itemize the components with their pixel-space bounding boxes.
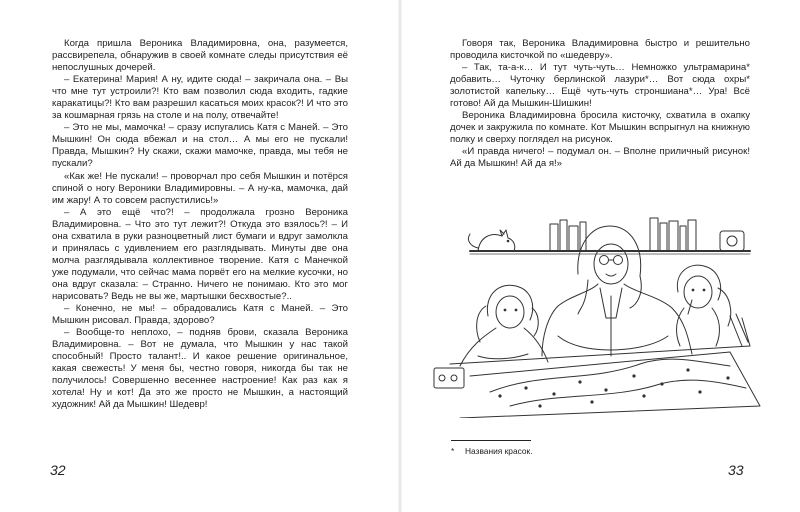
paw-prints-drawing (498, 368, 729, 407)
girl-right-drawing (677, 265, 750, 346)
paragraph: Говоря так, Вероника Владимировна быстро и решительно проводила кисточкой по «шедевру». (450, 38, 750, 62)
girl-left-drawing (460, 285, 548, 366)
right-page-text (450, 38, 750, 171)
paragraph: «Как же! Не пускали! – проворчал про себя Мышкин и потёрся спиной о ногу Вероники Владимировны. – А ну-ка, мамочка, дай им жару! А то совсем распустились!» (52, 170, 348, 206)
page-number-left: 32 (50, 462, 66, 478)
paragraph: – Вообще-то неплохо, – подняв брови, сказала Вероника Владимировна. – Вот не думала, что Мышкин у нас такой способный! Просто талант!.. И какое решение оригинальное, какая свежесть! У меня бы, честно говоря, никогда бы так не получилось! Совершенно весеннее настроение! Как раз как я хотела! Ну и кот! Да это же просто не Мышкин, а настоящий художник! Ай да Мышкин! Шедевр! (52, 327, 348, 411)
table-with-painting-drawing (434, 346, 760, 418)
footnote-mark: * (451, 446, 455, 456)
paragraph: – Это не мы, мамочка! – сразу испугались Катя с Маней. – Это Мышкин! Он сюда вбежал и на стол… А мы его не пускали! Правда, Мышкин? Ну скажи, скажи мамочке, правда, мы тебя не пускали? (52, 122, 348, 170)
footnote-rule (451, 440, 531, 441)
footnote-text: Названия красок. (465, 446, 533, 456)
paragraph: – А это ещё что?! – продолжала грозно Вероника Владимировна. – Что это тут лежит?! Откуда это взялось?! – И она схватила в руки разноцветный лист бумаги и вдруг замолкла и принялась с удивлением его разглядывать. Минуты две она молча разглядывала коллективное творение. Катя с Манечкой уже подумали, что сейчас мама порвёт его на мелкие кусочки, но она вдруг сказала: – Странно. Ничего не понимаю. Кто это мог нарисовать? Ведь не вы же, мартышки бесхвостые?.. (52, 206, 348, 302)
page-number-right: 33 (728, 462, 744, 478)
bookshelf-drawing (470, 218, 750, 254)
cat-drawing (468, 230, 514, 251)
paragraph: Вероника Владимировна бросила кисточку, схватила в охапку дочек и закружила по комнате. Кот Мышкин вспрыгнул на книжную полку и сверху поглядел на рисунок. (450, 110, 750, 146)
paragraph: «И правда ничего! – подумал он. – Вполне приличный рисунок! Ай да Мышкин! Ай да я!» (450, 146, 750, 170)
paragraph: – Конечно, не мы! – обрадовались Катя с Маней. – Это Мышкин рисовал. Правда, здорово? (52, 303, 348, 327)
paragraph: Когда пришла Вероника Владимировна, она, разумеется, рассвирепела, обнаружив в своей комнате следы присутствия её непослушных дочерей. (52, 38, 348, 74)
left-page-text (52, 38, 348, 411)
paragraph: – Так, та-а-к… И тут чуть-чуть… Немножко ультрамарина* добавить… Чуточку берлинской лазури*… Вот сюда охры* золотистой капельку… Ещё чуть-чуть строншиана*… Ура! Всё готово! Ай да Мышкин-Шишкин! (450, 62, 750, 110)
illustration-mother-and-daughters (430, 196, 770, 418)
paragraph: – Екатерина! Мария! А ну, идите сюда! – закричала она. – Вы что мне тут устроили?! Кто вам позволил сюда входить, гадкие каракатицы?! Кто вам разрешил касаться моих красок?! И что это за кошмарная грязь на столе и на полу, отвечайте! (52, 74, 348, 122)
footnote (451, 446, 533, 456)
